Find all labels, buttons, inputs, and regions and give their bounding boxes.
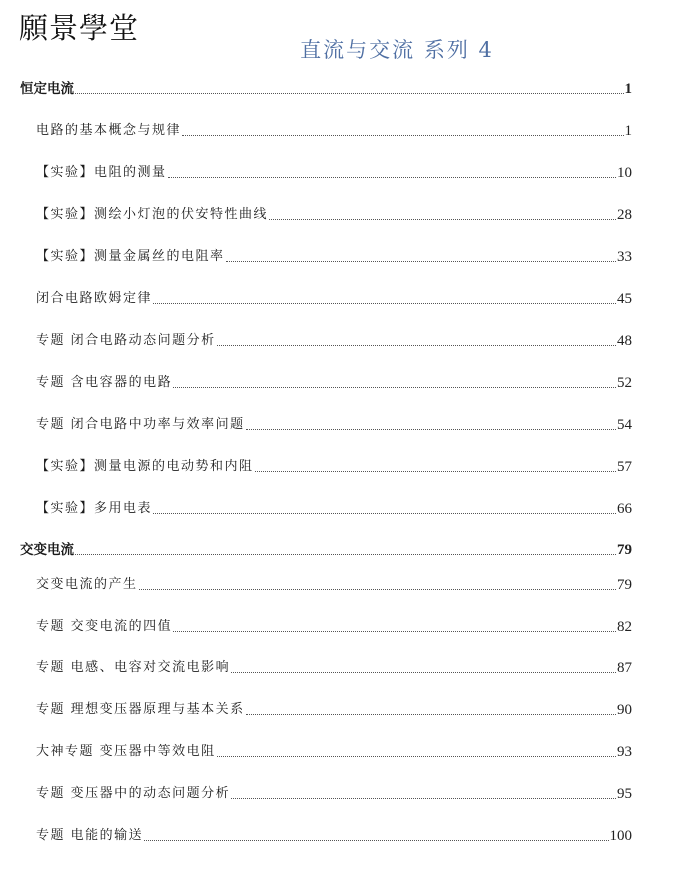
toc-page-number: 1	[624, 123, 632, 139]
dot-leader	[231, 798, 616, 799]
dot-leader	[269, 219, 616, 220]
toc-entry-title: 电路的基本概念与规律	[36, 123, 182, 138]
toc-page-number: 79	[617, 542, 632, 558]
toc-page-number: 95	[617, 786, 632, 802]
dot-leader	[226, 261, 616, 262]
toc-entry[interactable]	[36, 415, 632, 435]
toc-page-number: 33	[617, 249, 632, 265]
toc-entry[interactable]	[36, 247, 632, 267]
toc-entry[interactable]	[36, 457, 632, 477]
toc-entry[interactable]	[36, 742, 632, 762]
toc-entry-title: 交变电流的产生	[36, 577, 138, 592]
toc-entry[interactable]	[36, 700, 632, 720]
toc-entry-title: 大神专题 变压器中等效电阻	[36, 744, 216, 759]
toc-entry-title: 专题 电能的输送	[36, 828, 144, 843]
toc-entry[interactable]	[36, 658, 632, 678]
toc-page-number: 93	[617, 744, 632, 760]
dot-leader	[139, 589, 616, 590]
dot-leader	[173, 631, 616, 632]
toc-section-title: 交变电流	[20, 542, 74, 558]
toc-entry-title: 专题 闭合电路动态问题分析	[36, 333, 216, 348]
toc-entry[interactable]	[36, 575, 632, 595]
toc-entry[interactable]	[36, 826, 632, 846]
toc-page-number: 90	[617, 702, 632, 718]
toc-entry-title: 【实验】测量金属丝的电阻率	[36, 249, 225, 264]
toc-entry-title: 专题 变压器中的动态问题分析	[36, 786, 231, 801]
dot-leader	[75, 93, 624, 94]
toc-page-number: 1	[624, 81, 632, 97]
dot-leader	[75, 554, 616, 555]
dot-leader	[144, 840, 608, 841]
toc-entry-title: 【实验】测绘小灯泡的伏安特性曲线	[36, 207, 269, 222]
toc-entry[interactable]	[36, 784, 632, 804]
toc-entry[interactable]	[36, 617, 632, 637]
toc-page-number: 82	[617, 619, 632, 635]
toc-page-number: 54	[617, 417, 632, 433]
toc-entry-title: 专题 交变电流的四值	[36, 619, 173, 634]
toc-page-number: 10	[617, 165, 632, 181]
toc-page-number: 52	[617, 375, 632, 391]
toc-entry-title: 【实验】电阻的测量	[36, 165, 167, 180]
toc-page-number: 48	[617, 333, 632, 349]
toc-page-number: 87	[617, 660, 632, 676]
toc-entry-title: 闭合电路欧姆定律	[36, 291, 153, 306]
toc-section-constant-current[interactable]	[20, 79, 632, 99]
toc-entry-title: 专题 理想变压器原理与基本关系	[36, 702, 245, 717]
dot-leader	[217, 345, 616, 346]
dot-leader	[246, 714, 616, 715]
dot-leader	[153, 303, 616, 304]
dot-leader	[217, 756, 616, 757]
dot-leader	[231, 672, 616, 673]
toc-section-title: 恒定电流	[20, 81, 74, 97]
brand-logo-text: 願景學堂	[19, 11, 140, 45]
document-title: 直流与交流 系列 4	[300, 38, 494, 62]
toc-page-number: 100	[609, 828, 632, 844]
toc-entry[interactable]	[36, 121, 632, 141]
toc-page-number: 45	[617, 291, 632, 307]
dot-leader	[168, 177, 616, 178]
toc-page-number: 66	[617, 501, 632, 517]
toc-entry[interactable]	[36, 373, 632, 393]
toc-entry[interactable]	[36, 205, 632, 225]
toc-entry[interactable]	[36, 331, 632, 351]
dot-leader	[255, 471, 616, 472]
toc-entry[interactable]	[36, 289, 632, 309]
toc-entry[interactable]	[36, 499, 632, 519]
dot-leader	[182, 135, 623, 136]
toc-entry-title: 【实验】多用电表	[36, 501, 153, 516]
toc-entry[interactable]	[36, 163, 632, 183]
toc-entry-title: 专题 含电容器的电路	[36, 375, 173, 390]
toc-entry-title: 专题 电感、电容对交流电影响	[36, 660, 231, 675]
dot-leader	[173, 387, 616, 388]
toc-entry-title: 【实验】测量电源的电动势和内阻	[36, 459, 254, 474]
toc-entry-title: 专题 闭合电路中功率与效率问题	[36, 417, 245, 432]
dot-leader	[246, 429, 616, 430]
toc-page-number: 28	[617, 207, 632, 223]
dot-leader	[153, 513, 616, 514]
toc-section-alternating-current[interactable]	[20, 540, 632, 560]
toc-page-number: 79	[617, 577, 632, 593]
toc-page-number: 57	[617, 459, 632, 475]
